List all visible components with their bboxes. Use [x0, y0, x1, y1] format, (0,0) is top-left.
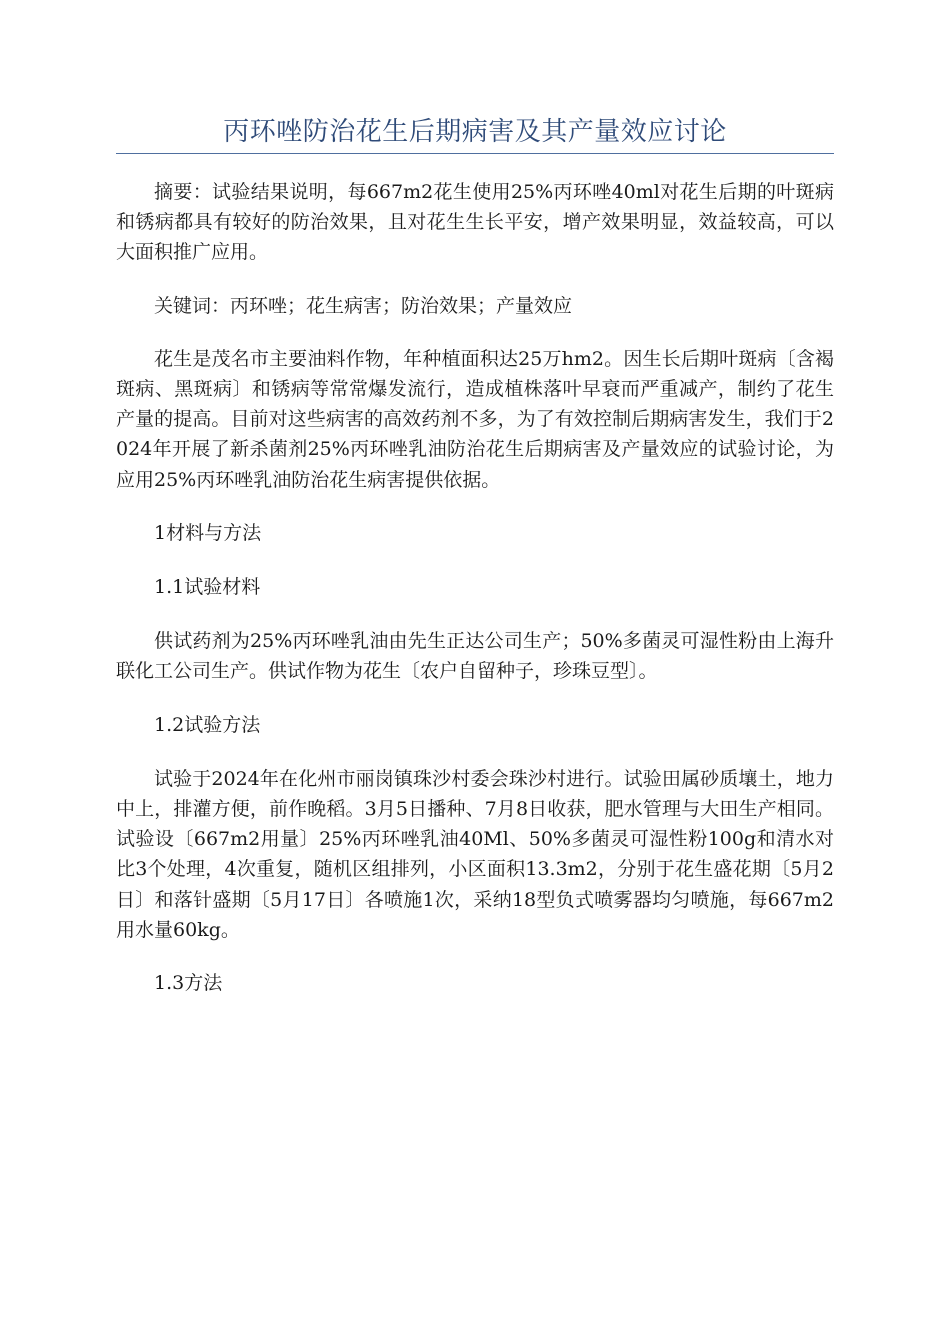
subsection-heading: 1.1试验材料	[154, 576, 261, 599]
subsection-heading: 1.2试验方法	[154, 713, 261, 736]
abstract-paragraph: 摘要：试验结果说明，每667m2花生使用25%丙环唑40ml对花生后期的叶斑病和锈病都具有较好的防治效果，且对花生生长平安，增产效果明显，效益较高，可以大面积推广应用。	[116, 181, 834, 264]
title-underline	[116, 153, 834, 154]
materials-paragraph: 供试药剂为25%丙环唑乳油由先生正达公司生产；50%多菌灵可湿性粉由上海升联化工公司生产。供试作物为花生〔农户自留种子，珍珠豆型〕。	[116, 630, 834, 683]
document-body	[116, 177, 834, 1022]
section-heading: 1材料与方法	[154, 521, 262, 544]
document-title: 丙环唑防治花生后期病害及其产量效应讨论	[223, 117, 727, 147]
subsection-heading: 1.3方法	[154, 972, 223, 995]
intro-paragraph: 花生是茂名市主要油料作物，年种植面积达25万hm2。因生长后期叶斑病〔含褐斑病、黑斑病〕和锈病等常常爆发流行，造成植株落叶早衰而严重减产，制约了花生产量的提高。目前对这些病害的高效药剂不多，为了有效控制后期病害发生，我们于2024年开展了新杀菌剂25%丙环唑乳油防治花生后期病害及产量效应的试验讨论，为应用25%丙环唑乳油防治花生病害提供依据。	[116, 347, 834, 491]
methods-paragraph: 试验于2024年在化州市丽岗镇珠沙村委会珠沙村进行。试验田属砂质壤土，地力中上，排灌方便，前作晚稻。3月5日播种、7月8日收获，肥水管理与大田生产相同。试验设〔667m2用量〕25%丙环唑乳油40Ml、50%多菌灵可湿性粉100g和清水对比3个处理，4次重复，随机区组排列，小区面积13.3m2，分别于花生盛花期〔5月2日〕和落针盛期〔5月17日〕各喷施1次，采纳18型负式喷雾器均匀喷施，每667m2用水量60kg。	[116, 767, 834, 941]
keywords-paragraph: 关键词：丙环唑；花生病害；防治效果；产量效应	[154, 294, 573, 317]
